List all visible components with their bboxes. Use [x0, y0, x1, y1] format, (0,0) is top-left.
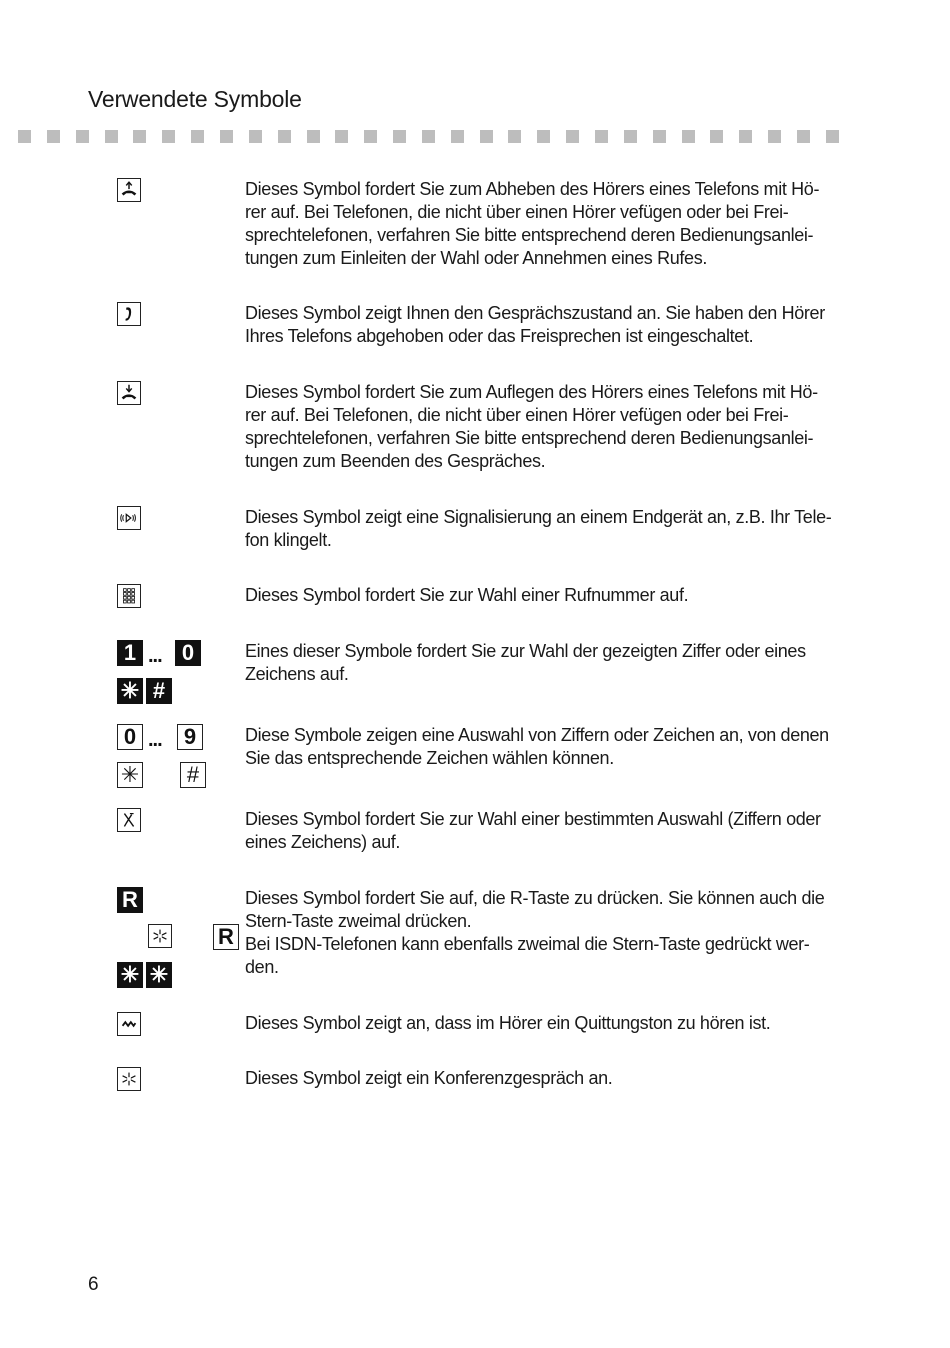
- entry-text: Dieses Symbol fordert Sie zur Wahl einer bestimmten Auswahl (Ziffern oder eines Zeichens) auf.: [245, 809, 821, 852]
- decorative-square: [566, 130, 579, 143]
- decorative-square: [537, 130, 550, 143]
- decorative-square: [18, 130, 31, 143]
- decorative-square: [826, 130, 839, 143]
- entry-text: Eines dieser Symbole fordert Sie zur Wahl der gezeigten Ziffer oder eines Zeichens auf.: [245, 641, 806, 684]
- entry-text: Dieses Symbol fordert Sie auf, die R-Taste zu drücken. Sie können auch die Stern-Taste zweimal drücken. Bei ISDN-Telefonen kann ebenfalls zweimal die Stern-Taste gedrückt wer- den.: [245, 888, 825, 977]
- decorative-square: [133, 130, 146, 143]
- entry-text: Diese Symbole zeigen eine Auswahl von Ziffern oder Zeichen an, von denen Sie das entsprechende Zeichen wählen können.: [245, 725, 829, 768]
- ringing-bell-icon: [117, 506, 141, 530]
- decorative-square: [739, 130, 752, 143]
- acknowledge-tone-icon: [117, 1012, 141, 1036]
- entry-text: Dieses Symbol fordert Sie zum Abheben des Hörers eines Telefons mit Hö- rer auf. Bei Telefonen, die nicht über einen Hörer vefügen oder bei Frei- sprechtelefonen, verfahren Sie bitte entsprechend deren Bedienungsanlei- tungen zum Einleiten der Wahl oder Annehmen eines Rufes.: [245, 179, 820, 268]
- entry-text: Dieses Symbol fordert Sie zum Auflegen des Hörers eines Telefons mit Hö- rer auf. Bei Telefonen, die nicht über einen Hörer vefügen oder bei Frei- sprechtelefonen, verfahren Sie bitte entsprechend deren Bedienungsanlei- tungen zum Beenden des Gespräches.: [245, 382, 818, 471]
- digit-key-0: 0: [117, 724, 143, 750]
- entry-text: Dieses Symbol zeigt eine Signalisierung an einem Endgerät an, z.B. Ihr Tele- fon klingelt.: [245, 507, 832, 550]
- hash-key: #: [146, 678, 172, 704]
- range-dots: ...: [148, 729, 162, 751]
- handset-call-state-icon: [117, 302, 141, 326]
- star-key: ✳: [117, 678, 143, 704]
- conference-star-icon: [148, 924, 172, 948]
- decorative-square: [595, 130, 608, 143]
- decorative-square: [768, 130, 781, 143]
- decorative-square: [162, 130, 175, 143]
- star-key: ✳: [117, 962, 143, 988]
- selection-x-icon: [117, 808, 141, 832]
- range-dots: ...: [148, 645, 162, 667]
- decorative-square: [307, 130, 320, 143]
- star-key: ✳: [146, 962, 172, 988]
- decorative-square: [624, 130, 637, 143]
- decorative-square: [220, 130, 233, 143]
- digit-key-1: 1: [117, 640, 143, 666]
- decorative-square: [682, 130, 695, 143]
- entry-text: Dieses Symbol zeigt ein Konferenzgespräch an.: [245, 1068, 613, 1088]
- decorative-square: [76, 130, 89, 143]
- decorative-square: [364, 130, 377, 143]
- keypad-icon: [117, 584, 141, 608]
- decorative-square: [797, 130, 810, 143]
- digit-key-0: 0: [175, 640, 201, 666]
- decorative-square: [278, 130, 291, 143]
- decorative-square: [422, 130, 435, 143]
- decorative-square: [653, 130, 666, 143]
- entry-text: Dieses Symbol zeigt an, dass im Hörer ein Quittungston zu hören ist.: [245, 1013, 771, 1033]
- decorative-square: [508, 130, 521, 143]
- conference-icon: [117, 1067, 141, 1091]
- decorative-square: [191, 130, 204, 143]
- decorative-square: [393, 130, 406, 143]
- decorative-square: [105, 130, 118, 143]
- decorative-square: [480, 130, 493, 143]
- page-number: 6: [88, 1274, 99, 1295]
- entry-text: Dieses Symbol zeigt Ihnen den Gesprächszustand an. Sie haben den Hörer Ihres Telefons abgehoben oder das Freisprechen ist eingeschaltet.: [245, 303, 825, 346]
- page-title: Verwendete Symbole: [88, 86, 302, 112]
- r-key: R: [117, 887, 143, 913]
- handset-lift-icon: [117, 178, 141, 202]
- hash-key: #: [180, 762, 206, 788]
- decorative-square: [710, 130, 723, 143]
- digit-key-9: 9: [177, 724, 203, 750]
- r-key-outlined: R: [213, 924, 239, 950]
- decorative-square-row: [18, 130, 848, 145]
- entry-text: Dieses Symbol fordert Sie zur Wahl einer Rufnummer auf.: [245, 585, 689, 605]
- decorative-square: [47, 130, 60, 143]
- star-key: ✳: [117, 762, 143, 788]
- decorative-square: [335, 130, 348, 143]
- handset-hangup-icon: [117, 381, 141, 405]
- decorative-square: [451, 130, 464, 143]
- decorative-square: [249, 130, 262, 143]
